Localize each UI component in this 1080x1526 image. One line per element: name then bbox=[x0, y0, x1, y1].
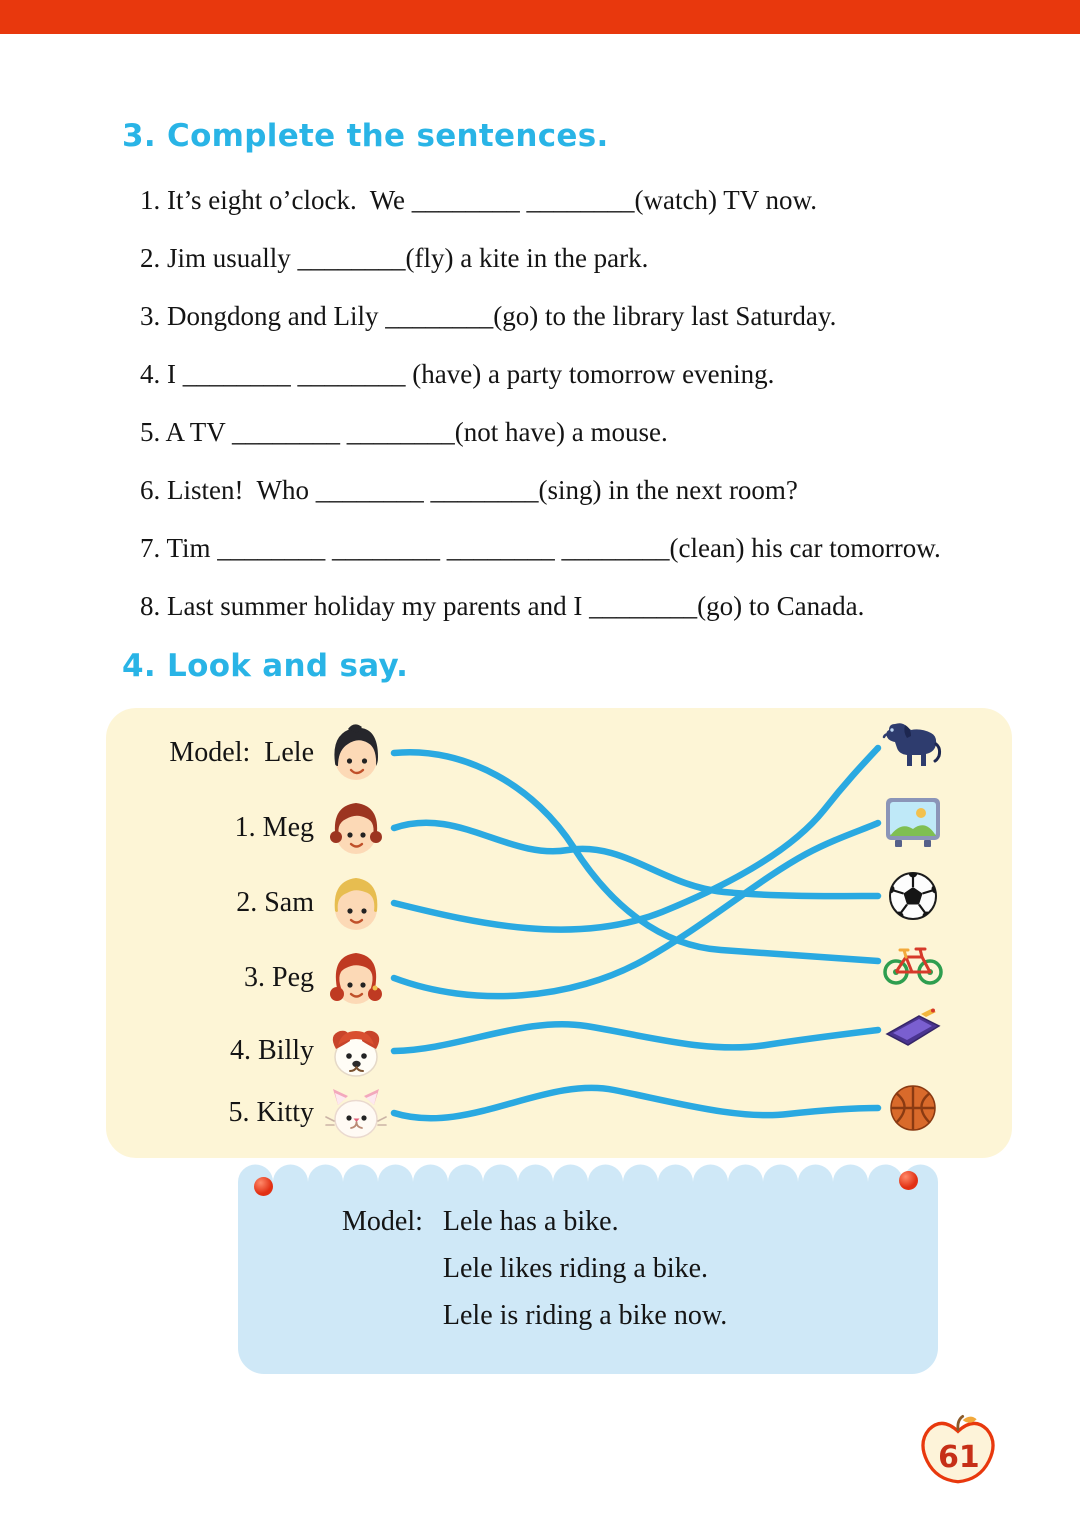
match-row-sam bbox=[142, 871, 388, 935]
billy-face-icon bbox=[324, 1019, 388, 1083]
peg-face-icon bbox=[324, 946, 388, 1010]
match-left-label: 1. Meg bbox=[234, 812, 314, 843]
kitty-face-icon bbox=[324, 1081, 388, 1145]
match-left-label: 5. Kitty bbox=[228, 1097, 314, 1128]
red-dot-right bbox=[899, 1171, 918, 1190]
sentence-2: 2. Jim usually ________(fly) a kite in the park. bbox=[140, 243, 649, 273]
connection-kitty-basketball bbox=[394, 1088, 878, 1118]
connection-peg-tv bbox=[394, 823, 878, 996]
match-left-label: 3. Peg bbox=[244, 962, 314, 993]
match-row-meg bbox=[142, 796, 388, 860]
soccer-ball-icon bbox=[881, 864, 945, 928]
matching-exercise-panel bbox=[106, 708, 1012, 1158]
bicycle-icon bbox=[881, 929, 945, 993]
page-number-apple bbox=[916, 1412, 1000, 1488]
model-answer-panel bbox=[238, 1182, 938, 1374]
sentence-5: 5. A TV ________ ________(not have) a mouse. bbox=[140, 417, 668, 447]
model-line-1: Lele has a bike. bbox=[442, 1206, 619, 1237]
model-label: Model: bbox=[342, 1206, 423, 1237]
model-line-2: Lele likes riding a bike. bbox=[442, 1253, 709, 1284]
tablet-icon bbox=[881, 998, 945, 1062]
sentence-6: 6. Listen! Who ________ ________(sing) in the next room? bbox=[140, 475, 798, 505]
page-number-text: 61 bbox=[938, 1439, 980, 1475]
section3-heading: 3. Complete the sentences. bbox=[122, 118, 609, 154]
model-line-3: Lele is riding a bike now. bbox=[442, 1300, 728, 1331]
sentence-7: 7. Tim ________ ________ ________ ________(clean) his car tomorrow. bbox=[140, 533, 941, 563]
connection-billy-tablet bbox=[394, 1024, 878, 1051]
tv-icon bbox=[881, 791, 945, 855]
model-lines bbox=[443, 1198, 727, 1339]
section4-heading: 4. Look and say. bbox=[122, 648, 409, 684]
connection-sam-horse bbox=[394, 748, 878, 930]
sentence-4: 4. I ________ ________ (have) a party tomorrow evening. bbox=[140, 359, 775, 389]
lele-face-icon bbox=[324, 721, 388, 785]
model-text bbox=[238, 1182, 938, 1339]
sam-face-icon bbox=[324, 871, 388, 935]
model-answer-section bbox=[238, 1160, 938, 1374]
meg-face-icon bbox=[324, 796, 388, 860]
scallop-edge bbox=[238, 1160, 938, 1182]
sentence-1: 1. It’s eight o’clock. We ________ ________(watch) TV now. bbox=[140, 185, 817, 215]
match-left-label: 4. Billy bbox=[229, 1035, 314, 1066]
match-left-label: 2. Sam bbox=[236, 887, 314, 918]
match-row-kitty bbox=[142, 1081, 388, 1145]
match-row-lele bbox=[142, 721, 388, 785]
basketball-icon bbox=[881, 1076, 945, 1140]
red-dot-left bbox=[254, 1177, 273, 1196]
match-left-label: Model: Lele bbox=[169, 737, 314, 768]
sentence-3: 3. Dongdong and Lily ________(go) to the library last Saturday. bbox=[140, 301, 837, 331]
horse-icon bbox=[881, 716, 945, 780]
match-row-billy bbox=[142, 1019, 388, 1083]
sentence-8: 8. Last summer holiday my parents and I ________(go) to Canada. bbox=[140, 591, 865, 621]
apple-icon bbox=[916, 1412, 1000, 1488]
sentence-list bbox=[140, 184, 1020, 622]
match-row-peg bbox=[142, 946, 388, 1010]
